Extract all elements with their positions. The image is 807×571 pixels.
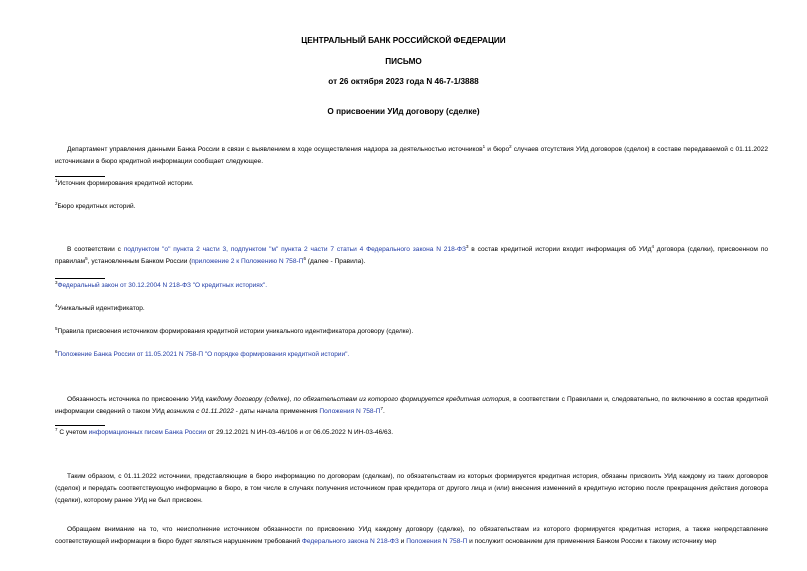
footnote-ref-7[interactable]: 7 <box>380 405 384 411</box>
footnote-ref-5[interactable]: 5 <box>85 255 88 261</box>
footnote-ref-3[interactable]: 3 <box>465 243 469 249</box>
paragraph-warning: Обращаем внимание на то, что неисполнение источником обязанности по присвоению УИд каждому договору (сделке), по обязательствам из которого формируется кредитная история, а также непредставление соответствующей информации в бюро будет являться нарушением требований Федерального закона N 218-ФЗ и Положения N 758-П и послужит основанием для применения Банком России к такому источнику мер <box>55 526 768 545</box>
footnote-ref-4[interactable]: 4 <box>651 243 654 249</box>
footnote-2: $^2$Бюро кредитных историй. <box>55 200 136 210</box>
link-info-letters[interactable]: информационных писем Банка России <box>88 429 207 436</box>
link-appendix-2-regulation-758p[interactable]: приложение 2 к Положению N 758-П <box>191 258 304 265</box>
footnote-separator <box>55 278 105 279</box>
footnote-separator <box>55 425 105 426</box>
footnote-4: $^4$Уникальный идентификатор. <box>55 302 145 312</box>
footnote-6: $^6$Положение Банка России от 11.05.2021 N 758-П "О порядке формирования кредитной истории". <box>55 348 350 358</box>
footnote-ref-1[interactable]: 1 <box>482 143 486 149</box>
link-regulation-758p-inline[interactable]: Положения N 758-П <box>319 408 381 415</box>
footnote-7: $^7$ С учетом информационных писем Банка России от 29.12.2021 N ИН-03-46/106 и от 06.05.2022 N ИН-03-46/63. <box>55 426 394 436</box>
link-law-218-fz-inline[interactable]: Федерального закона N 218-ФЗ <box>301 538 399 545</box>
footnote-5: $^5$Правила присвоения источником формирования кредитной истории уникального идентификатора договору (сделке). <box>55 325 414 335</box>
document-type: ПИСЬМО <box>385 57 422 66</box>
issuer-title: ЦЕНТРАЛЬНЫЙ БАНК РОССИЙСКОЙ ФЕДЕРАЦИИ <box>301 36 506 45</box>
paragraph-conclusion: Таким образом, с 01.11.2022 источники, представляющие в бюро информацию по договорам (сделкам), по обязательствам из которых формируется кредитная история, обязаны присвоить УИд каждому из таких договоров (сделок) и передать соответствующую информацию в бюро, в том числе в случаях получения источником прав кредитора от другого лица и (или) внесения изменений в кредитную историю после прекращения действия договора (сделки), которому ранее УИд не был присвоен. <box>55 473 768 504</box>
document-date-number: от 26 октября 2023 года N 46-7-1/3888 <box>328 77 479 86</box>
document-subject: О присвоении УИд договору (сделке) <box>327 107 480 116</box>
footnote-separator <box>55 176 105 177</box>
footnote-1: $^1$Источник формирования кредитной истории. <box>55 177 194 187</box>
link-regulation-758p-warning[interactable]: Положения N 758-П <box>406 538 468 545</box>
link-law-218-fz-articles[interactable]: подпунктом "о" пункта 2 части 3, подпунктом "м" пункта 2 части 7 статьи 4 Федерального закона N 218-ФЗ <box>123 246 466 253</box>
footnote-ref-6[interactable]: 6 <box>303 255 306 261</box>
paragraph-intro: Департамент управления данными Банка России в связи с выявлением в ходе осуществления надзора за деятельностью источников$^1$ и бюро$^2$ случаев отсутствия УИд договоров (сделок) в составе передаваемой с 01.11.2022 источниками в бюро кредитной информации сообщает следующее. <box>55 143 768 165</box>
link-regulation-758p[interactable]: Положение Банка России от 11.05.2021 N 758-П "О порядке формирования кредитной истории". <box>57 351 350 358</box>
paragraph-obligation: Обязанность источника по присвоению УИд каждому договору (сделке), по обязательствам из которого формируется кредитная история, в соответствии с Правилами и, следовательно, по включению в состав кредитной информации сведений о таком УИд возникла с 01.11.2022 - даты начала применения Положения N $758-П^7$. <box>55 396 768 415</box>
footnote-ref-2[interactable]: 2 <box>509 143 512 149</box>
link-law-218-fz[interactable]: Федеральный закон от 30.12.2004 N 218-ФЗ "О кредитных историях". <box>57 282 268 289</box>
paragraph-legal-basis: В соответствии с подпунктом "о" пункта 2 части 3, подпунктом "м" пункта 2 части 7 статьи 4 Федерального закона N $218-ФЗ^3$ в состав кредитной истории входит информация об УИд$^4$ договора (сделки), присвоенном по правилам$^5$, установленным Банком России (приложение 2 к Положению N $758-П^6$ (далее - Правила). <box>55 243 769 265</box>
footnote-3: $^3$Федеральный закон от 30.12.2004 N 218-ФЗ "О кредитных историях". <box>55 279 268 289</box>
